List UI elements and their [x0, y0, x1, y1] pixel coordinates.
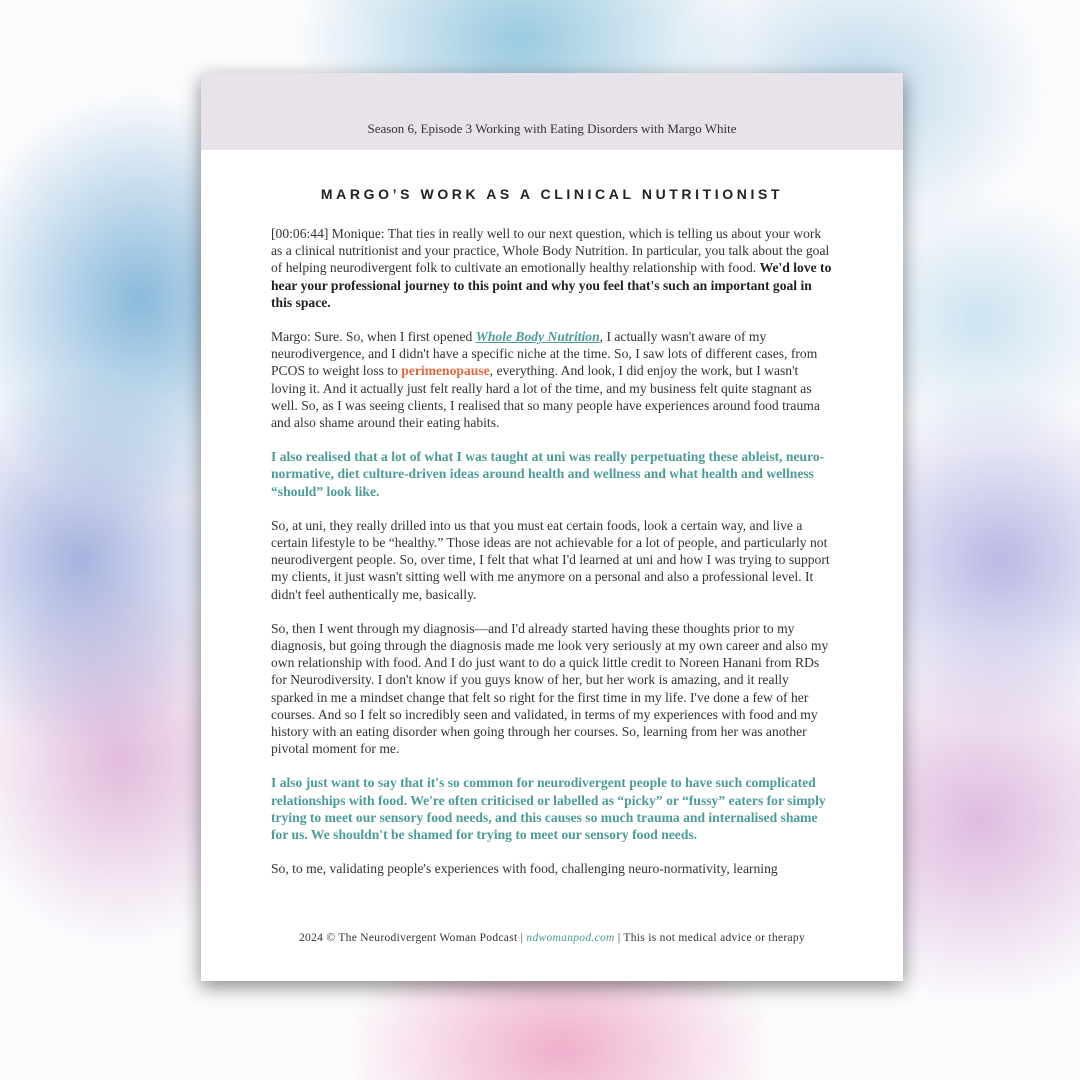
paragraph-text: , I actually wasn't aware of my neurodivergence, and I didn't have a specific niche at the time. So, I saw lots of different cases, from PCOS to weight loss to [271, 329, 818, 379]
paragraph-text: Margo: Sure. So, when I first opened [271, 329, 476, 345]
paragraph-margo-answer [271, 328, 834, 431]
whole-body-nutrition-link[interactable]: Whole Body Nutrition [475, 329, 600, 345]
paragraph-diagnosis: So, then I went through my diagnosis—and I'd already started having these thoughts prior to my diagnosis, but going through the diagnosis made me look very seriously at my own career and also my own relationship with food. And I do just want to do a quick little credit to Noreen Hanani from RDs for Neurodiversity. I don't know if you guys know of her, but her work is amazing, and it really sparked in me a mindset change that felt so right for the first time in my life. I've done a few of her courses. And so I felt so incredibly seen and validated, in terms of my experiences with food and my history with an eating disorder when going through her courses. So, learning from her was another pivotal moment for me. [271, 620, 829, 757]
paragraph-monique-question [271, 225, 834, 311]
page-header-band [201, 73, 903, 150]
highlight-perimenopause: perimenopause [401, 363, 490, 379]
section-title: MARGO’S WORK AS A CLINICAL NUTRITIONIST [320, 186, 784, 202]
paragraph-validating: So, to me, validating people's experiences with food, challenging neuro-normativity, learning [271, 861, 778, 877]
bold-question: We'd love to hear your professional journey to this point and why you feel that's such an important goal in this space. [271, 260, 832, 310]
paragraph-text: , everything. And look, I did enjoy the work, but I wasn't loving it. And it actually just felt really hard a lot of the time, and my business felt quite stagnant as well. So, as I was seeing clients, I realised that so many people have experiences around food trauma and also shame around their eating habits. [271, 363, 820, 431]
footer-disclaimer: | This is not medical advice or therapy [614, 932, 806, 944]
document-page [201, 73, 903, 981]
footer-copyright: 2024 © The Neurodivergent Woman Podcast | [298, 932, 527, 944]
transcript-body [271, 225, 834, 895]
episode-title: Season 6, Episode 3 Working with Eating Disorders with Margo White [367, 121, 737, 136]
paragraph-uni: So, at uni, they really drilled into us that you must eat certain foods, look a certain way, and live a certain lifestyle to be “healthy.” Those ideas are not achievable for a lot of people, and particularly not neurodivergent people. So, over time, I felt that what I'd learned at uni and how I was trying to support my clients, it just wasn't sitting well with me anymore on a personal and also a professional level. It didn't feel authentically me, basically. [271, 517, 830, 602]
pull-quote-1: I also realised that a lot of what I was taught at uni was really perpetuating these ableist, neuro-normative, diet culture-driven ideas around health and wellness and what health and wellness “should” look like. [271, 449, 825, 499]
footer-website-link[interactable]: ndwomanpod.com [526, 932, 615, 944]
page-footer [201, 932, 903, 944]
paragraph-text: [00:06:44] Monique: That ties in really well to our next question, which is telling us about your work as a clinical nutritionist and your practice, Whole Body Nutrition. In particular, you talk about the goal of helping neurodivergent folk to cultivate an emotionally healthy relationship with food. [271, 226, 830, 276]
pull-quote-2: I also just want to say that it's so common for neurodivergent people to have such complicated relationships with food. We're often criticised or labelled as “picky” or “fussy” eaters for simply trying to meet our sensory food needs, and this causes so much trauma and internalised shame for us. We shouldn't be shamed for trying to meet our sensory food needs. [271, 775, 826, 843]
